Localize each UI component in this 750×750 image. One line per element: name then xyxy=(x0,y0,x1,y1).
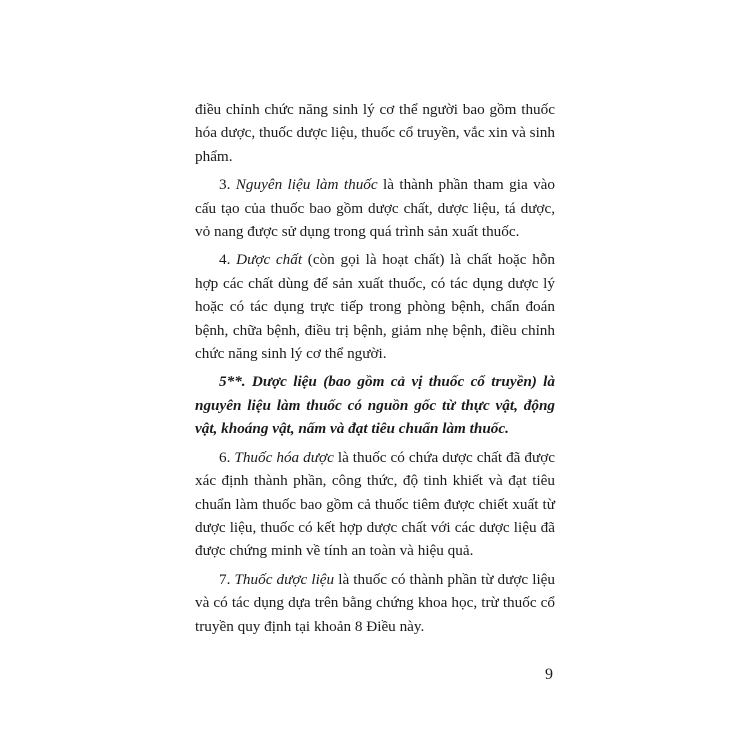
definition-text: là thuốc có thành phần từ dược liệu và có tác dụng dựa trên bằng chứng khoa học, trừ thuốc cổ truyền quy định tại khoản 8 Điều này. xyxy=(195,570,556,635)
defined-term: Thuốc dược liệu xyxy=(234,570,335,588)
item-number: 7. xyxy=(219,570,235,588)
defined-term: Thuốc hóa dược xyxy=(234,448,334,466)
paragraph-item-6 xyxy=(195,446,555,563)
paragraph-item-5-amended: 5**. Dược liệu (bao gồm cả vị thuốc cổ truyền) là nguyên liệu làm thuốc có nguồn gốc từ thực vật, động vật, khoáng vật, nấm và đạt tiêu chuẩn làm thuốc. xyxy=(195,373,555,438)
page-body xyxy=(195,98,555,643)
paragraph-item-3 xyxy=(195,173,555,243)
definition-text: là thành phần tham gia vào cấu tạo của thuốc bao gồm dược chất, dược liệu, tá dược, vỏ nang được sử dụng trong quá trình sản xuất thuốc. xyxy=(195,176,555,241)
paragraph-item-7 xyxy=(195,568,555,638)
paragraph-continuation: điều chỉnh chức năng sinh lý cơ thể người bao gồm thuốc hóa dược, thuốc dược liệu, thuốc cổ truyền, vắc xin và sinh phẩm. xyxy=(195,101,555,165)
defined-term: Nguyên liệu làm thuốc xyxy=(235,176,378,194)
defined-term: Dược chất xyxy=(236,251,303,269)
paragraph-item-4 xyxy=(195,248,555,365)
item-number: 6. xyxy=(219,448,235,466)
item-number: 3. xyxy=(219,176,236,194)
definition-text: là thuốc có chứa dược chất đã được xác định thành phần, công thức, độ tinh khiết và đạt tiêu chuẩn làm thuốc bao gồm cả thuốc tiêm được chiết xuất từ dược liệu, thuốc có kết hợp dược chất với các dược liệu đã được chứng minh về tính an toàn và hiệu quả. xyxy=(195,448,555,560)
item-number: 4. xyxy=(219,251,237,269)
page-number: 9 xyxy=(545,666,553,683)
definition-text: (còn gọi là hoạt chất) là chất hoặc hỗn hợp các chất dùng để sản xuất thuốc, có tác dụng dược lý hoặc có tác dụng trực tiếp trong phòng bệnh, chẩn đoán bệnh, chữa bệnh, điều trị bệnh, giảm nhẹ bệnh, điều chỉnh chức năng sinh lý cơ thể người. xyxy=(195,251,556,363)
